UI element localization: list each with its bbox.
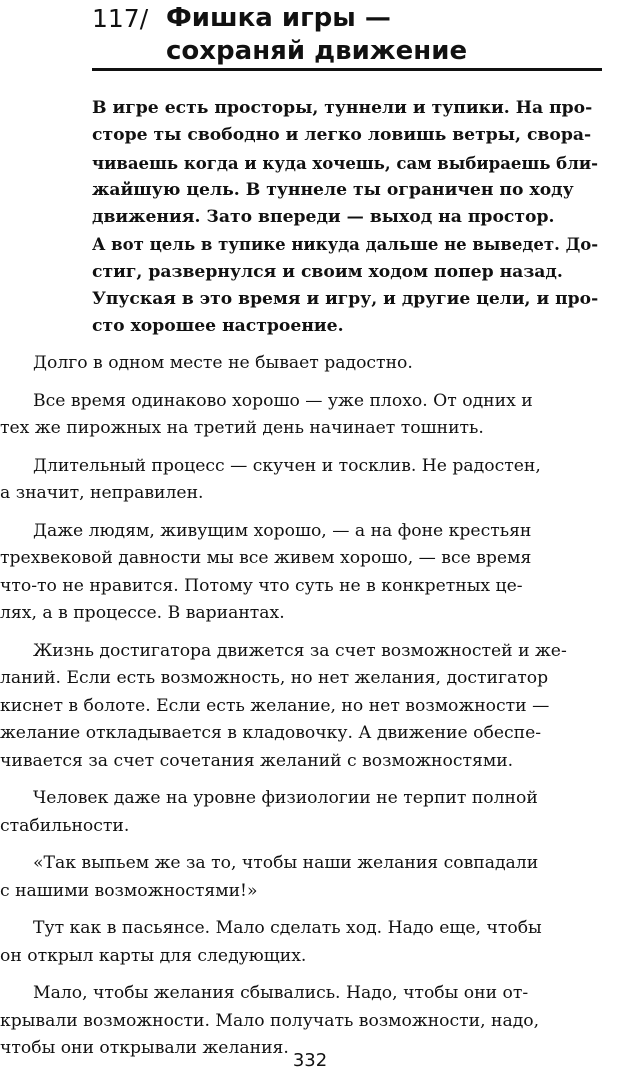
paragraph-line: Долго в одном месте не бывает радостно. (33, 353, 413, 373)
paragraph-line: желание откладывается в кладовочку. А движение обеспе- (0, 723, 542, 743)
paragraph-line: киснет в болоте. Если есть желание, но нет возможности — (0, 695, 550, 716)
page-number: 332 (292, 1050, 328, 1071)
intro-line: сторе ты свободно и легко ловишь ветры, свора- (92, 125, 592, 146)
paragraph-line: с нашими возможностями!» (0, 880, 258, 901)
paragraph-line: Даже людям, живущим хорошо, — а на фоне крестьян (33, 520, 532, 541)
paragraph (0, 350, 620, 378)
paragraph (0, 388, 620, 443)
paragraph-line: Все время одинаково хорошо — уже плохо. От одних и (33, 390, 533, 411)
paragraph-line: крывали возможности. Мало получать возможности, надо, (0, 1010, 540, 1031)
intro-block (92, 95, 602, 341)
paragraph-line: Человек даже на уровне физиологии не терпит полной (33, 788, 538, 808)
paragraph (0, 850, 620, 905)
section-title-line: Фишка игры — (166, 3, 391, 33)
intro-line: жайшую цель. В туннеле ты ограничен по ходу (92, 179, 574, 200)
intro-line: А вот цель в тупике никуда дальше не выведет. До- (92, 234, 599, 255)
paragraph-line: Жизнь достигатора движется за счет возможностей и же- (33, 640, 567, 661)
paragraph (0, 638, 620, 776)
paragraph-line: чивается за счет сочетания желаний с возможностями. (0, 750, 514, 771)
paragraph-line: а значит, неправилен. (0, 483, 204, 503)
body-text (0, 350, 620, 1073)
section-number: 117/ (92, 4, 149, 33)
intro-line: чиваешь когда и куда хочешь, сам выбираешь бли- (92, 152, 598, 173)
intro-line: стиг, развернулся и своим ходом попер назад. (92, 261, 563, 282)
paragraph (0, 785, 620, 840)
paragraph (0, 915, 620, 970)
paragraph-line: трехвековой давности мы все живем хорошо, — все время (0, 548, 532, 568)
paragraph-line: «Так выпьем же за то, чтобы наши желания совпадали (33, 853, 539, 873)
header-rule (92, 68, 602, 71)
intro-line: сто хорошее настроение. (92, 316, 344, 337)
intro-line: движения. Зато впереди — выход на простор. (92, 207, 555, 228)
paragraph-line: лях, а в процессе. В вариантах. (0, 603, 285, 623)
paragraph-line: чтобы они открывали желания. (0, 1038, 289, 1058)
paragraph-line: тех же пирожных на третий день начинает тошнить. (0, 418, 484, 438)
intro-line: Упуская в это время и игру, и другие цели, и про- (92, 289, 599, 310)
section-title-line: сохраняй движение (166, 36, 468, 66)
paragraph-line: стабильности. (0, 815, 130, 836)
paragraph (0, 453, 620, 508)
paragraph-line: Тут как в пасьянсе. Мало сделать ход. Надо еще, чтобы (33, 918, 542, 938)
intro-line: В игре есть просторы, туннели и тупики. На про- (92, 98, 593, 118)
paragraph-line: ланий. Если есть возможность, но нет желания, достигатор (0, 668, 549, 688)
paragraph-line: Мало, чтобы желания сбывались. Надо, чтобы они от- (33, 983, 529, 1003)
paragraph-line: что-то не нравится. Потому что суть не в конкретных це- (0, 575, 523, 596)
paragraph-line: Длительный процесс — скучен и тосклив. Не радостен, (33, 455, 541, 476)
paragraph-line: он открыл карты для следующих. (0, 945, 307, 966)
paragraph (0, 518, 620, 628)
section-title (166, 2, 602, 68)
